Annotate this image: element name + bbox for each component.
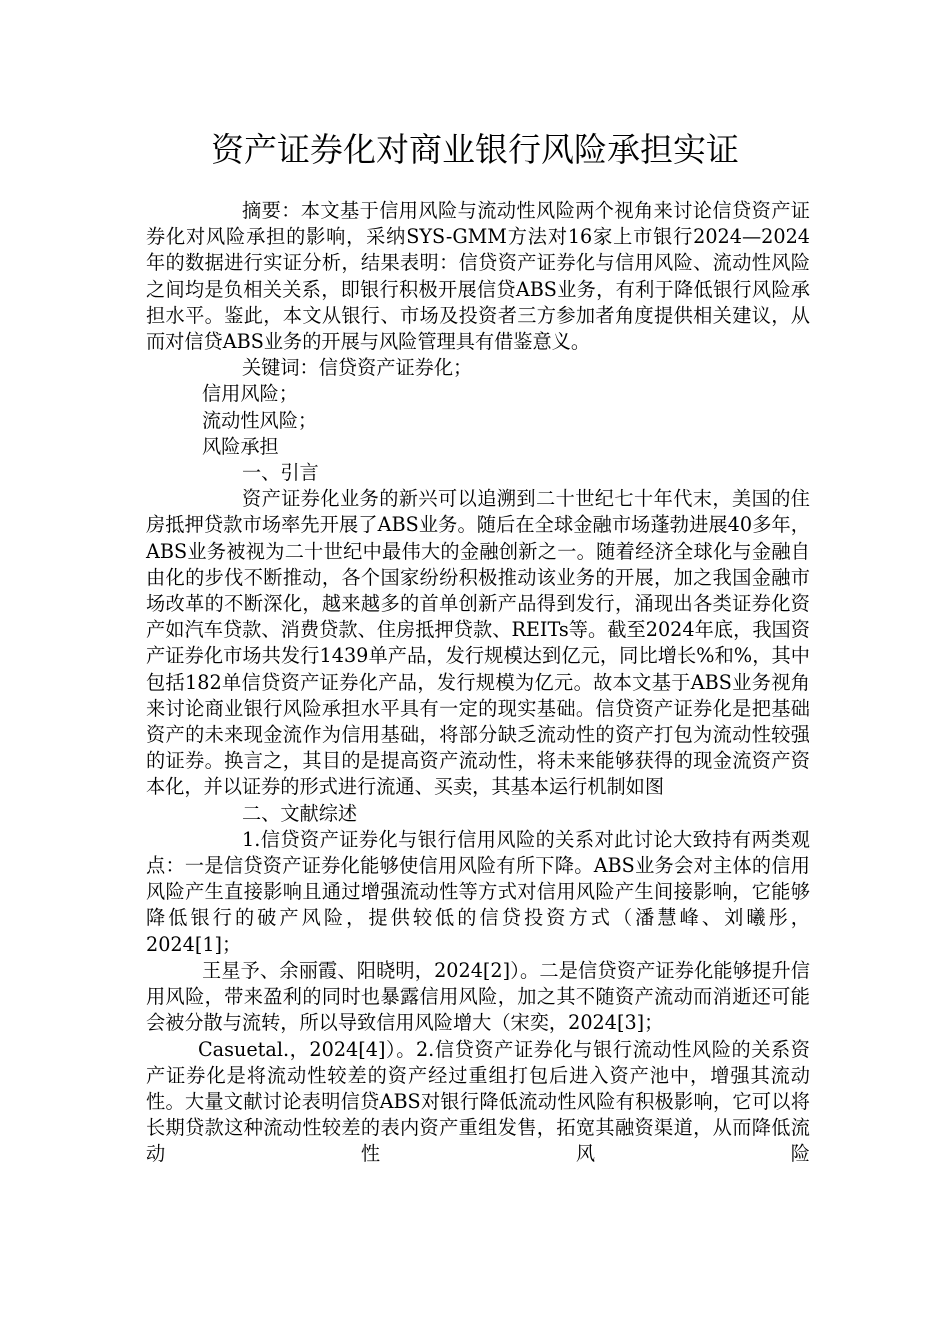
literature-paragraph: Casuetal.，2024[4]）。2.信贷资产证券化与银行流动性风险的关系资产证券化是将流动性较差的资产经过重组打包后进入资产池中，增强其流动性。大量文献讨论表明信贷ABS对银行降低流动性风险有积极影响，它可以将长期贷款这种流动性较差的表内资产重组发售，拓宽其融资渠道，从而降低流动性风险: [146, 1037, 810, 1166]
section-heading-literature-review: 二、文献综述: [242, 801, 358, 825]
keyword-item: 信用风险；: [202, 382, 298, 406]
keyword-item: 风险承担: [202, 434, 279, 458]
literature-paragraph: 1.信贷资产证券化与银行信用风险的关系对此讨论大致持有两类观点：一是信贷资产证券化能够使信用风险有所下降。ABS业务会对主体的信用风险产生直接影响且通过增强流动性等方式对信用风险产生间接影响，它能够降低银行的破产风险，提供较低的信贷投资方式（潘慧峰、刘曦彤，2024[1]；: [146, 827, 810, 956]
document-title: 资产证券化对商业银行风险承担实证: [211, 130, 739, 169]
section-heading-introduction: 一、引言: [242, 461, 319, 485]
keywords-line: 关键词：信贷资产证券化；: [242, 356, 473, 380]
abstract-paragraph: 摘要：本文基于信用风险与流动性风险两个视角来讨论信贷资产证券化对风险承担的影响，采纳SYS-GMM方法对16家上市银行2024—2024年的数据进行实证分析，结果表明：信贷资产证券化与信用风险、流动性风险之间均是负相关关系，即银行积极开展信贷ABS业务，有利于降低银行风险承担水平。鉴此，本文从银行、市场及投资者三方参加者角度提供相关建议，从而对信贷ABS业务的开展与风险管理具有借鉴意义。: [146, 199, 810, 354]
literature-paragraph: 王星予、余丽霞、阳晓明，2024[2]）。二是信贷资产证券化能够提升信用风险，带来盈利的同时也暴露信用风险，加之其不随资产流动而消逝还可能会被分散与流转，所以导致信用风险增大（宋奕，2024[3]；: [146, 958, 810, 1035]
document-body: [146, 198, 810, 1168]
keyword-item: 流动性风险；: [202, 408, 318, 432]
introduction-paragraph: 资产证券化业务的新兴可以追溯到二十世纪七十年代末，美国的住房抵押贷款市场率先开展了ABS业务。随后在全球金融市场蓬勃进展40多年，ABS业务被视为二十世纪中最伟大的金融创新之一。随着经济全球化与金融自由化的步伐不断推动，各个国家纷纷积极推动该业务的开展，加之我国金融市场改革的不断深化，越来越多的首单创新产品得到发行，涌现出各类证券化资产如汽车贷款、消费贷款、住房抵押贷款、REITs等。截至2024年底，我国资产证券化市场共发行1439单产品，发行规模达到亿元，同比增长%和%，其中包括182单信贷资产证券化产品，发行规模为亿元。故本文基于ABS业务视角来讨论商业银行风险承担水平具有一定的现实基础。信贷资产证券化是把基础资产的未来现金流作为信用基础，将部分缺乏流动性的资产打包为流动性较强的证券。换言之，其目的是提高资产流动性，将未来能够获得的现金流资产资本化，并以证券的形式进行流通、买卖，其基本运行机制如图: [146, 487, 810, 799]
